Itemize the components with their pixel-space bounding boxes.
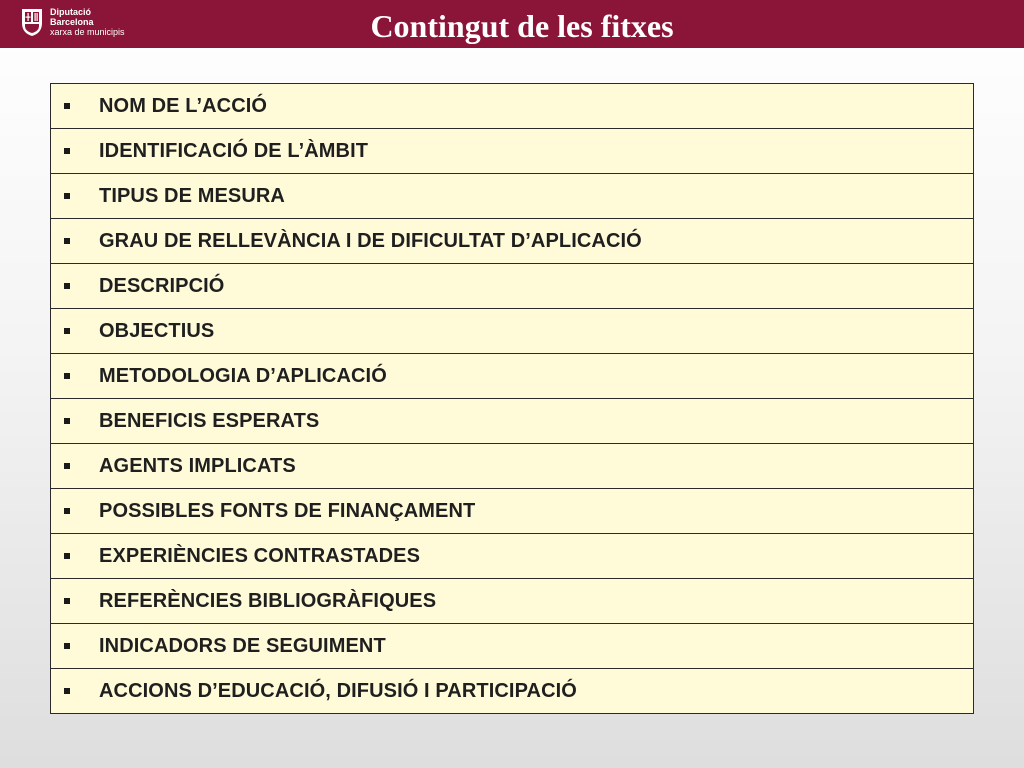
- list-item: [51, 489, 973, 533]
- table-cell: [51, 399, 974, 444]
- row-label: REFERÈNCIES BIBLIOGRÀFIQUES: [99, 589, 437, 612]
- row-label: BENEFICIS ESPERATS: [99, 409, 320, 432]
- row-label: TIPUS DE MESURA: [99, 184, 285, 207]
- list-item: [51, 129, 973, 173]
- table-cell: [51, 309, 974, 354]
- list-item: [51, 444, 973, 488]
- square-bullet-icon: [64, 688, 70, 694]
- table-row: [51, 624, 974, 669]
- row-label: INDICADORS DE SEGUIMENT: [99, 634, 386, 657]
- square-bullet-icon: [64, 238, 70, 244]
- table-cell: [51, 354, 974, 399]
- square-bullet-icon: [64, 598, 70, 604]
- row-label: AGENTS IMPLICATS: [99, 454, 296, 477]
- row-label: GRAU DE RELLEVÀNCIA I DE DIFICULTAT D’APLICACIÓ: [99, 229, 642, 252]
- table-cell: [51, 129, 974, 174]
- table-body: [51, 84, 974, 714]
- list-item: [51, 84, 973, 128]
- square-bullet-icon: [64, 553, 70, 559]
- row-label: METODOLOGIA D’APLICACIÓ: [99, 364, 387, 387]
- header-bar: [0, 0, 1024, 48]
- table-cell: [51, 444, 974, 489]
- list-item: [51, 399, 973, 443]
- table-row: [51, 129, 974, 174]
- row-label: POSSIBLES FONTS DE FINANÇAMENT: [99, 499, 476, 522]
- table-row: [51, 309, 974, 354]
- table-cell: [51, 624, 974, 669]
- list-item: [51, 579, 973, 623]
- table-row: [51, 534, 974, 579]
- square-bullet-icon: [64, 643, 70, 649]
- square-bullet-icon: [64, 328, 70, 334]
- table-cell: [51, 84, 974, 129]
- row-label: EXPERIÈNCIES CONTRASTADES: [99, 544, 421, 567]
- table-row: [51, 264, 974, 309]
- table-row: [51, 444, 974, 489]
- square-bullet-icon: [64, 463, 70, 469]
- list-item: [51, 669, 973, 713]
- page-title: Contingut de les fitxes: [370, 8, 674, 44]
- square-bullet-icon: [64, 103, 70, 109]
- row-label: DESCRIPCIÓ: [99, 274, 225, 297]
- table-cell: [51, 669, 974, 714]
- table-row: [51, 84, 974, 129]
- content-table: [50, 83, 974, 714]
- table-row: [51, 354, 974, 399]
- logo-line-1: Diputació: [50, 7, 92, 17]
- square-bullet-icon: [64, 418, 70, 424]
- list-item: [51, 264, 973, 308]
- square-bullet-icon: [64, 283, 70, 289]
- square-bullet-icon: [64, 373, 70, 379]
- list-item: [51, 354, 973, 398]
- table-cell: [51, 219, 974, 264]
- square-bullet-icon: [64, 193, 70, 199]
- list-item: [51, 174, 973, 218]
- table-row: [51, 219, 974, 264]
- logo-line-2: Barcelona: [50, 17, 94, 27]
- square-bullet-icon: [64, 508, 70, 514]
- list-item: [51, 309, 973, 353]
- list-item: [51, 219, 973, 263]
- table-cell: [51, 174, 974, 219]
- table-cell: [51, 579, 974, 624]
- list-item: [51, 534, 973, 578]
- logo-line-3: xarxa de municipis: [50, 27, 125, 37]
- table-row: [51, 399, 974, 444]
- table-row: [51, 489, 974, 534]
- table-cell: [51, 534, 974, 579]
- square-bullet-icon: [64, 148, 70, 154]
- row-label: IDENTIFICACIÓ DE L’ÀMBIT: [99, 139, 369, 162]
- row-label: OBJECTIUS: [99, 319, 215, 342]
- row-label: NOM DE L’ACCIÓ: [99, 94, 268, 117]
- table-cell: [51, 264, 974, 309]
- table-row: [51, 579, 974, 624]
- row-label: ACCIONS D’EDUCACIÓ, DIFUSIÓ I PARTICIPACIÓ: [99, 679, 577, 702]
- table-cell: [51, 489, 974, 534]
- table-row: [51, 174, 974, 219]
- table-row: [51, 669, 974, 714]
- list-item: [51, 624, 973, 668]
